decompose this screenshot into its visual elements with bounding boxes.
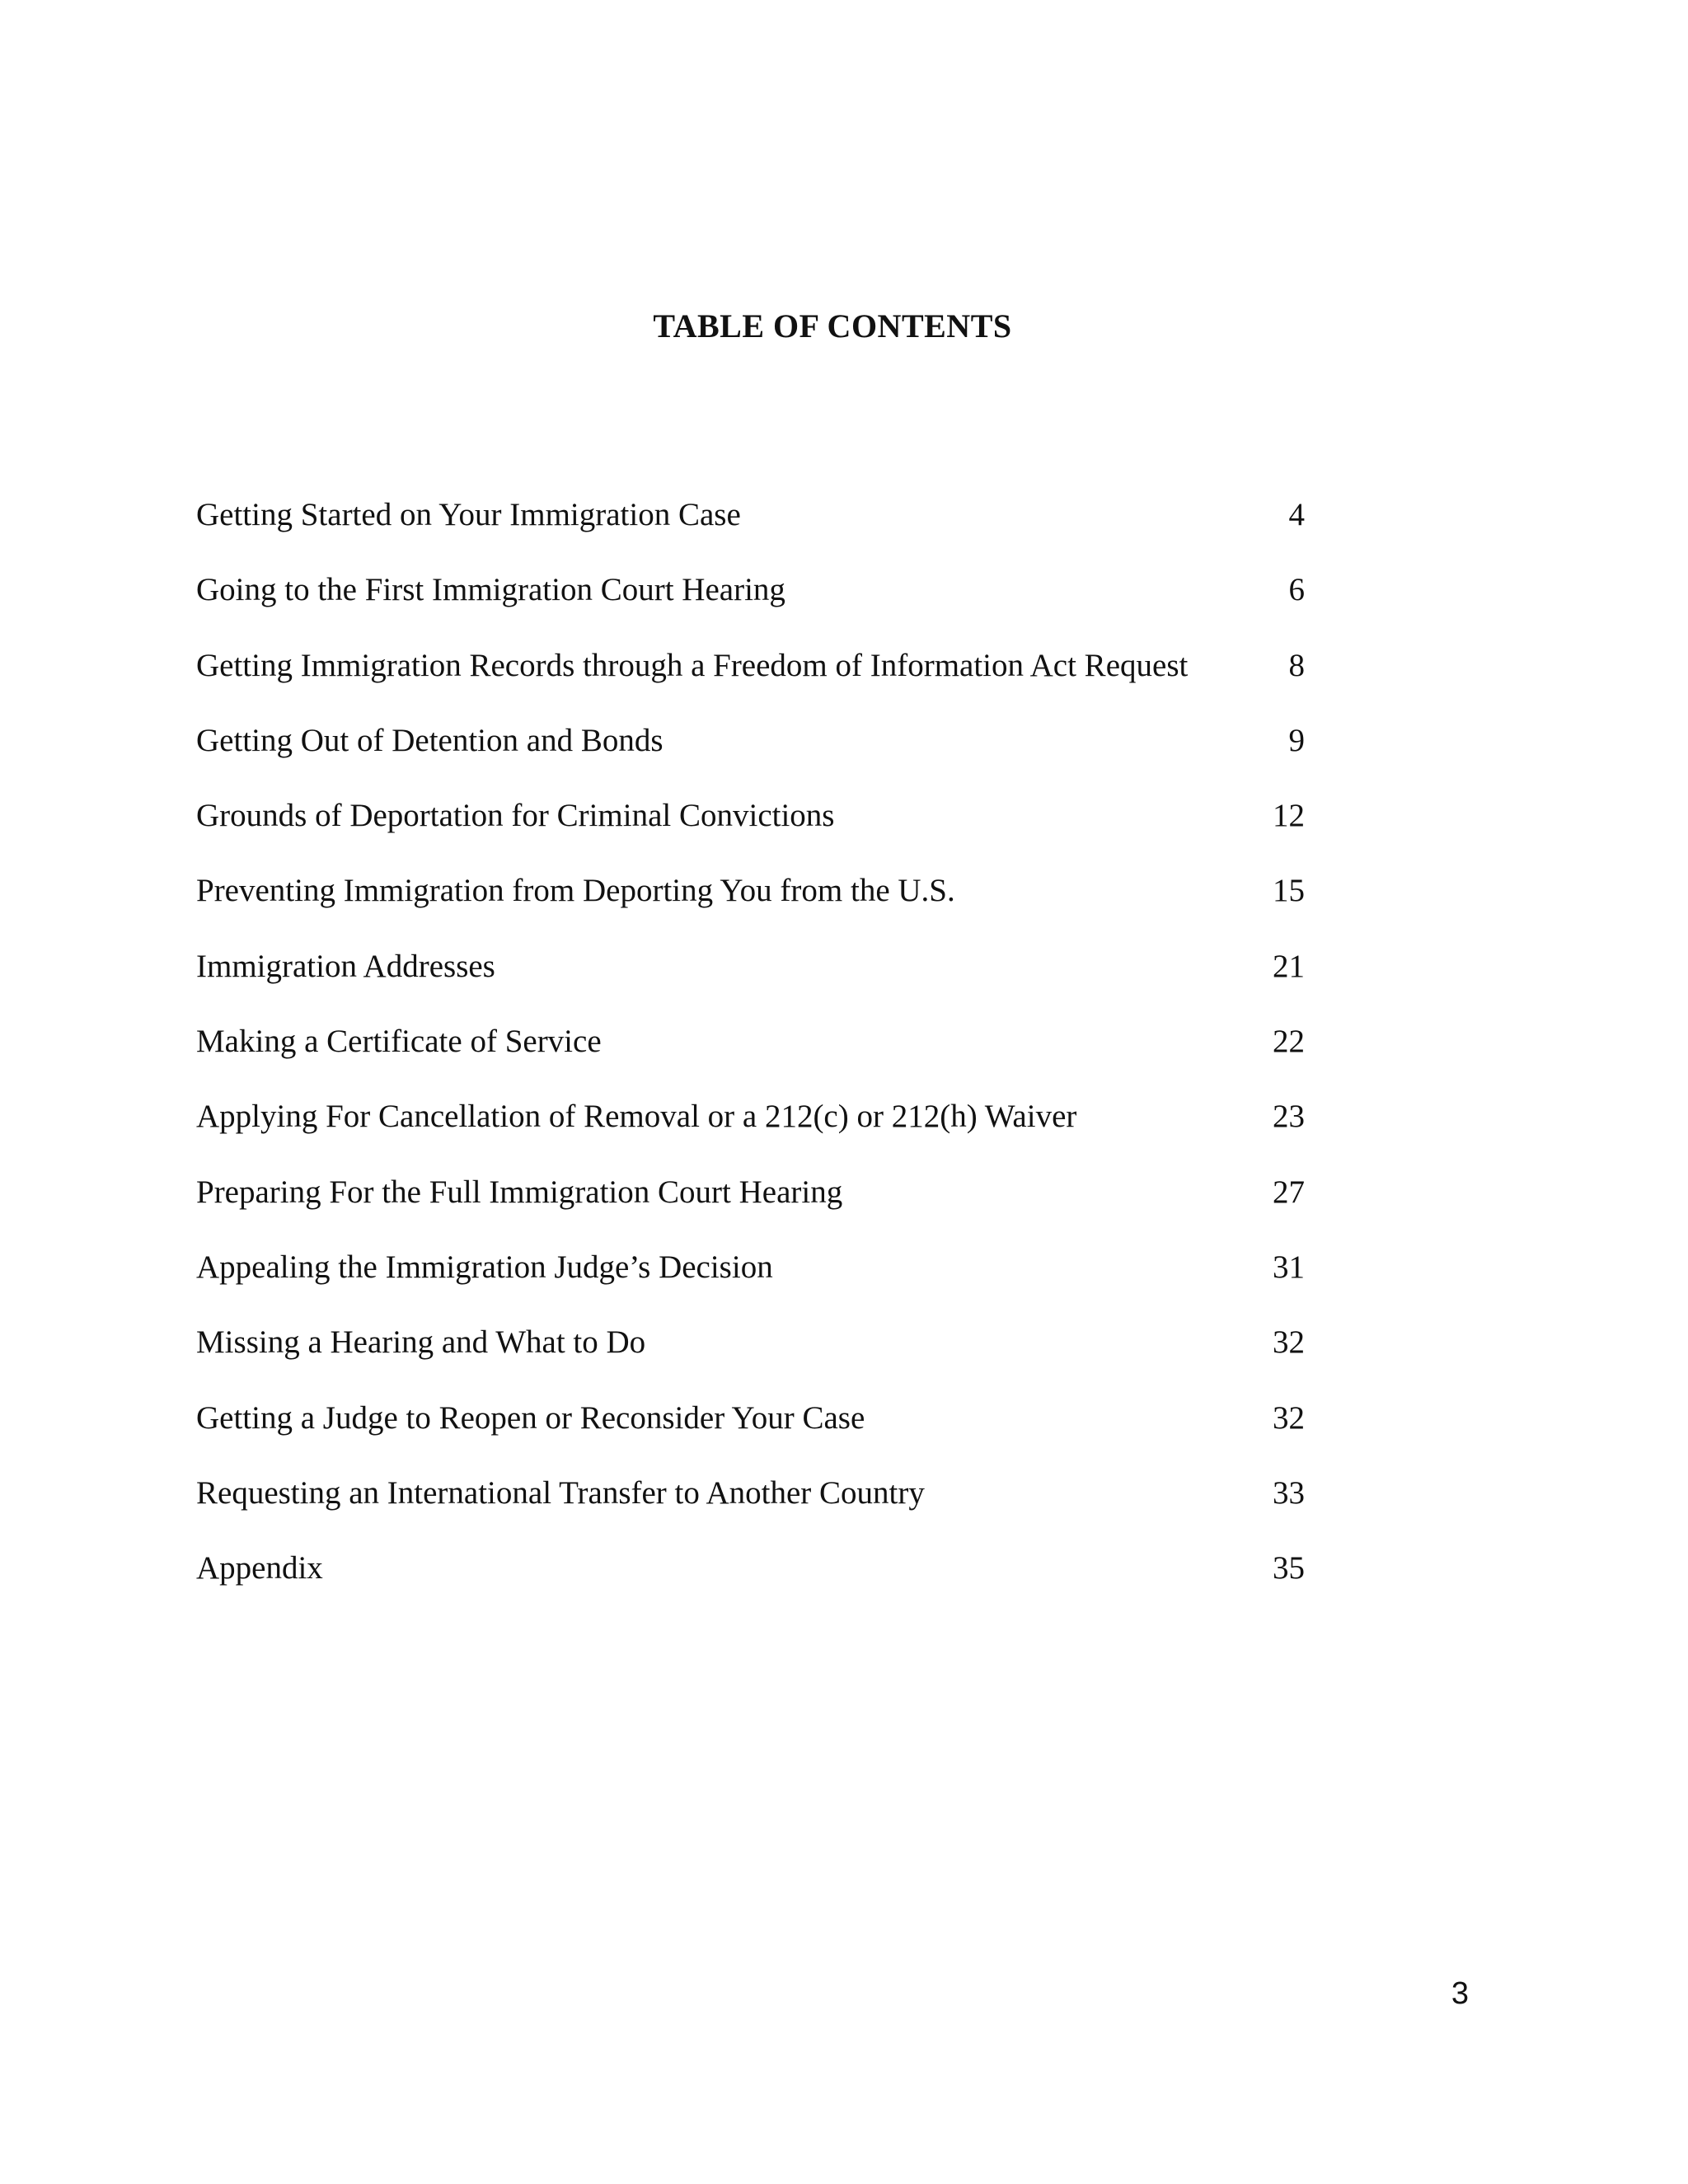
toc-entry: [196, 637, 1305, 712]
toc-entry-page: 27: [1273, 1174, 1305, 1210]
toc-entry-label: Grounds of Deportation for Criminal Convictions: [196, 798, 835, 834]
toc-title: TABLE OF CONTENTS: [653, 307, 1012, 344]
toc-entry: [196, 1013, 1305, 1088]
toc-entry-page: 33: [1273, 1474, 1305, 1511]
toc-entry: [196, 561, 1305, 636]
toc-entry-page: 4: [1288, 497, 1305, 532]
toc-entry-label: Getting Immigration Records through a Freedom of Information Act Request: [196, 647, 1189, 683]
toc-entry-page: 22: [1273, 1024, 1305, 1060]
toc-entry: [196, 938, 1305, 1013]
toc-entry-label: Requesting an International Transfer to Another Country: [196, 1474, 925, 1511]
toc-entry-label: Preparing For the Full Immigration Court Hearing: [196, 1174, 843, 1210]
toc-entry: [196, 712, 1305, 787]
toc-list: [196, 486, 1305, 1615]
toc-entry-page: 8: [1288, 647, 1305, 683]
toc-entry: [196, 1314, 1305, 1389]
toc-entry-label: Getting a Judge to Reopen or Reconsider Your Case: [196, 1399, 865, 1436]
toc-entry-page: 35: [1273, 1550, 1305, 1586]
toc-entry-label: Going to the First Immigration Court Hearing: [196, 572, 785, 608]
toc-entry-page: 9: [1288, 722, 1305, 758]
page-number: 3: [1451, 1976, 1469, 2011]
toc-entry-label: Appealing the Immigration Judge’s Decision: [196, 1249, 773, 1285]
toc-entry-page: 6: [1288, 572, 1305, 608]
toc-entry-page: 31: [1273, 1249, 1305, 1285]
toc-entry: [196, 1164, 1305, 1239]
toc-entry: [196, 862, 1305, 937]
toc-entry: [196, 787, 1305, 862]
toc-entry-page: 23: [1273, 1099, 1305, 1135]
toc-entry-label: Appendix: [196, 1550, 323, 1586]
toc-entry: [196, 1088, 1305, 1163]
toc-entry-label: Getting Started on Your Immigration Case: [196, 497, 741, 532]
toc-entry: [196, 1390, 1305, 1465]
toc-entry-label: Missing a Hearing and What to Do: [196, 1324, 646, 1361]
toc-entry: [196, 486, 1305, 561]
toc-entry: [196, 1465, 1305, 1540]
toc-entry-page: 32: [1273, 1399, 1305, 1436]
toc-entry: [196, 1239, 1305, 1314]
toc-entry-page: 12: [1273, 798, 1305, 834]
toc-entry-page: 15: [1273, 873, 1305, 909]
toc-entry-page: 32: [1273, 1324, 1305, 1361]
toc-entry-label: Making a Certificate of Service: [196, 1024, 602, 1060]
toc-entry-label: Getting Out of Detention and Bonds: [196, 722, 663, 758]
toc-entry-label: Applying For Cancellation of Removal or a 212(c) or 212(h) Waiver: [196, 1099, 1077, 1135]
toc-entry-page: 21: [1273, 948, 1305, 984]
toc-entry: [196, 1540, 1305, 1615]
toc-entry-label: Preventing Immigration from Deporting You from the U.S.: [196, 873, 955, 909]
toc-entry-label: Immigration Addresses: [196, 948, 495, 984]
